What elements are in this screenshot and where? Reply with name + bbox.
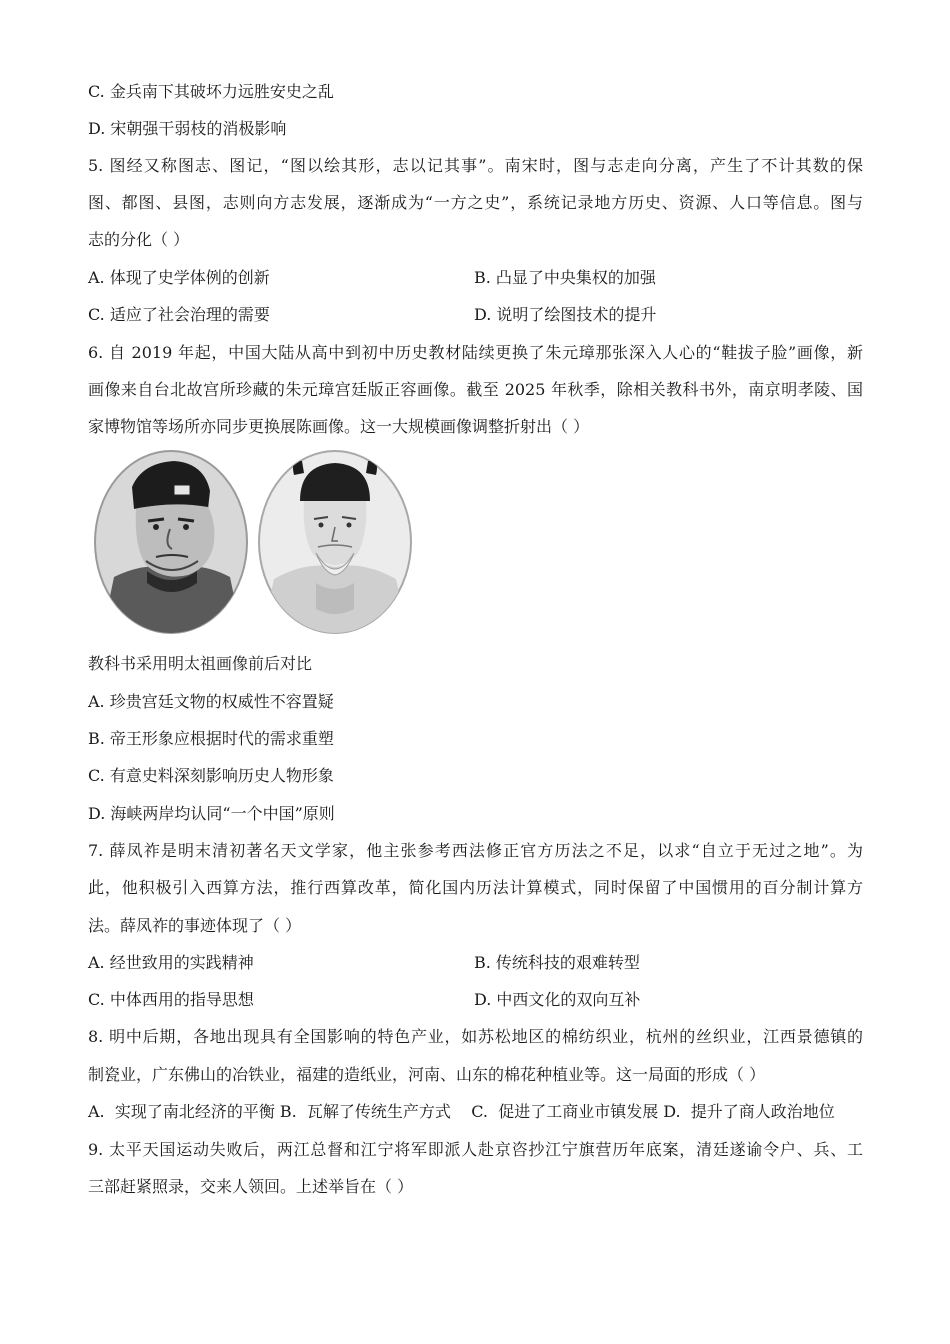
q9-stem-line-1: 9. 太平天国运动失败后，两江总督和江宁将军即派人赴京咨抄江宁旗营历年底案，清廷遂谕令户、兵、工 [88, 1140, 863, 1159]
q5-stem-line-2: 图、都图、县图，志则向方志发展，逐渐成为“一方之史”，系统记录地方历史、资源、人口等信息。图与 [88, 193, 863, 212]
q6-option-d: D. 海峡两岸均认同“一个中国”原则 [88, 804, 335, 823]
q7-stem-line-2: 此，他积极引入西算方法，推行西算改革，简化国内历法计算模式，同时保留了中国惯用的百分制计算方 [88, 878, 863, 897]
q6-option-c: C. 有意史料深刻影响历史人物形象 [88, 766, 334, 785]
old-portrait-image [92, 449, 250, 635]
q6-stem-line-3: 家博物馆等场所亦同步更换展陈画像。这一大规模画像调整折射出（ ） [88, 417, 590, 436]
q7-option-a: A. 经世致用的实践精神 [88, 953, 254, 972]
new-portrait-image [256, 449, 414, 635]
q8-stem-line-2: 制瓷业，广东佛山的冶铁业，福建的造纸业，河南、山东的棉花种植业等。这一局面的形成（ ） [88, 1065, 766, 1084]
q7-stem-line-3: 法。薛凤祚的事迹体现了（ ） [88, 916, 302, 935]
q4-option-d: D. 宋朝强干弱枝的消极影响 [88, 119, 287, 138]
portrait-comparison-figure [92, 449, 414, 635]
q5-option-b: B. 凸显了中央集权的加强 [474, 268, 656, 287]
q5-option-c: C. 适应了社会治理的需要 [88, 305, 270, 324]
figure-caption: 教科书采用明太祖画像前后对比 [88, 654, 313, 673]
q7-option-c: C. 中体西用的指导思想 [88, 990, 254, 1009]
q5-stem-line-1: 5. 图经又称图志、图记，“图以绘其形，志以记其事”。南宋时，图与志走向分离，产生了不计其数的保 [88, 156, 863, 175]
q7-stem-line-1: 7. 薛凤祚是明末清初著名天文学家，他主张参考西法修正官方历法之不足，以求“自立于无过之地”。为 [88, 841, 863, 860]
q8-stem-line-1: 8. 明中后期，各地出现具有全国影响的特色产业，如苏松地区的棉纺织业，杭州的丝织业，江西景德镇的 [88, 1027, 863, 1046]
q4-option-c: C. 金兵南下其破坏力远胜安史之乱 [88, 82, 334, 101]
q7-option-d: D. 中西文化的双向互补 [474, 990, 641, 1009]
q6-option-a: A. 珍贵宫廷文物的权威性不容置疑 [88, 692, 334, 711]
q9-stem-line-2: 三部赶紧照录，交来人领回。上述举旨在（ ） [88, 1177, 414, 1196]
q5-option-a: A. 体现了史学体例的创新 [88, 268, 270, 287]
q5-stem-line-3: 志的分化（ ） [88, 230, 190, 249]
q6-stem-line-2: 画像来自台北故宫所珍藏的朱元璋宫廷版正容画像。截至 2025 年秋季，除相关教科书外，南京明孝陵、国 [88, 380, 863, 399]
q6-stem-line-1: 6. 自 2019 年起，中国大陆从高中到初中历史教材陆续更换了朱元璋那张深入人心的“鞋拔子脸”画像，新 [88, 343, 863, 362]
q7-option-b: B. 传统科技的艰难转型 [474, 953, 640, 972]
q5-option-d: D. 说明了绘图技术的提升 [474, 305, 657, 324]
q6-option-b: B. 帝王形象应根据时代的需求重塑 [88, 729, 334, 748]
q8-options: A. 实现了南北经济的平衡 B. 瓦解了传统生产方式 C. 促进了工商业市镇发展 D. 提升了商人政治地位 [88, 1102, 835, 1121]
